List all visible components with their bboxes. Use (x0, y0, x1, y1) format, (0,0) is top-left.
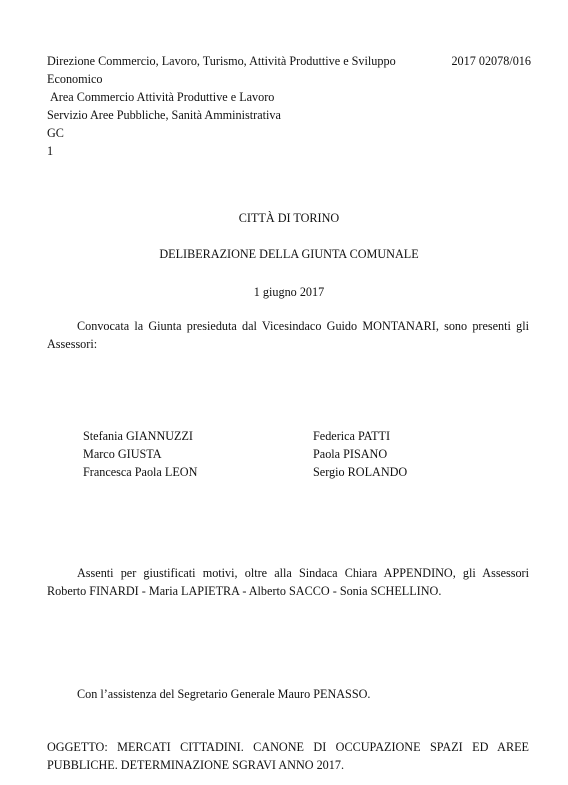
protocol-number: 2017 02078/016 (451, 54, 531, 68)
deliberation-title: DELIBERAZIONE DELLA GIUNTA COMUNALE (159, 247, 419, 261)
document-code: GC (47, 126, 64, 140)
assessor-name: Francesca Paola LEON (83, 465, 198, 479)
convocation-paragraph: Convocata la Giunta presieduta dal Vicesindaco Guido MONTANARI, sono presenti gli Assessori: (47, 319, 529, 351)
document-header (47, 52, 531, 160)
service-name: Servizio Aree Pubbliche, Sanità Amministrativa (47, 108, 281, 122)
assessor-name: Sergio ROLANDO (313, 465, 408, 479)
header-first-row (47, 52, 531, 70)
document-number: 1 (47, 144, 54, 158)
deliberation-date: 1 giugno 2017 (253, 285, 325, 299)
assessor-name: Federica PATTI (313, 429, 391, 443)
assistance-paragraph: Con l’assistenza del Segretario Generale Mauro PENASSO. (77, 687, 371, 701)
subject-paragraph: OGGETTO: MERCATI CITTADINI. CANONE DI OCCUPAZIONE SPAZI ED AREE PUBBLICHE. DETERMINAZIONE SGRAVI ANNO 2017. (47, 740, 529, 772)
department-line-1: Direzione Commercio, Lavoro, Turismo, Attività Produttive e Sviluppo (47, 54, 396, 68)
city-title: CITTÀ DI TORINO (238, 211, 340, 225)
present-assessors-list (83, 427, 503, 481)
assessors-right-column (313, 427, 503, 481)
assessor-name: Paola PISANO (313, 447, 388, 461)
department-line-2: Economico (47, 72, 103, 86)
absent-paragraph: Assenti per giustificati motivi, oltre alla Sindaca Chiara APPENDINO, gli Assessori Roberto FINARDI - Maria LAPIETRA - Alberto SACCO - Sonia SCHELLINO. (47, 566, 529, 598)
assessor-name: Stefania GIANNUZZI (83, 429, 193, 443)
area-name: Area Commercio Attività Produttive e Lavoro (50, 90, 275, 104)
assessors-left-column (83, 427, 313, 481)
assessor-name: Marco GIUSTA (83, 447, 162, 461)
